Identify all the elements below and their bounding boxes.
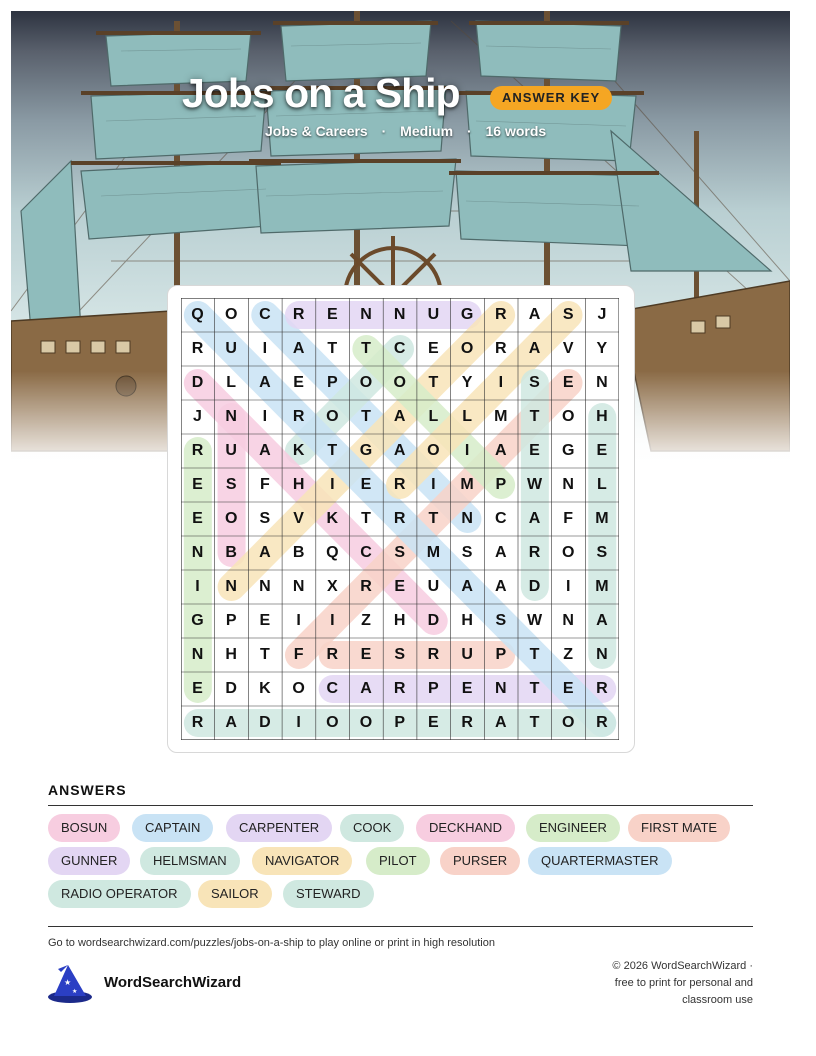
answer-chip: CARPENTER <box>226 814 332 842</box>
answer-chip: DECKHAND <box>416 814 515 842</box>
grid-cell: A <box>393 408 406 425</box>
page-title: Jobs on a Ship <box>182 70 460 116</box>
copyright-line: classroom use <box>682 994 753 1006</box>
grid-cell: T <box>361 510 371 527</box>
grid-cell: N <box>562 612 574 629</box>
grid-cell: I <box>330 612 335 629</box>
grid-cell: P <box>495 476 507 493</box>
answer-chip: FIRST MATE <box>628 814 730 842</box>
grid-cell: E <box>360 646 372 663</box>
answer-chip: RADIO OPERATOR <box>48 880 191 908</box>
copyright <box>583 958 753 1009</box>
grid-cell: A <box>495 578 507 595</box>
grid-cell: R <box>292 306 305 323</box>
grid-cell: S <box>495 612 507 629</box>
grid-cell: N <box>495 680 507 697</box>
grid-cell: C <box>360 544 372 561</box>
grid-cell: M <box>595 510 609 527</box>
grid-cell: G <box>359 442 373 459</box>
grid-cell: S <box>225 476 237 493</box>
grid-cell: R <box>191 714 204 731</box>
grid-cell: N <box>191 544 204 561</box>
grid-cell: I <box>296 612 301 629</box>
grid-cell: P <box>225 612 237 629</box>
grid-cell: E <box>192 680 203 697</box>
grid-cell: D <box>225 680 237 697</box>
grid-cell: R <box>393 510 406 527</box>
answer-key-badge: ANSWER KEY <box>490 86 612 110</box>
meta-separator: · <box>381 123 387 139</box>
grid-cell: K <box>292 442 305 459</box>
grid-cell: C <box>259 306 271 323</box>
grid-cell: D <box>191 374 204 391</box>
grid-cell: N <box>259 578 271 595</box>
grid-cell: F <box>293 646 304 663</box>
grid-cell: A <box>495 442 507 459</box>
grid-cell: O <box>561 714 575 731</box>
svg-text:★: ★ <box>64 978 72 987</box>
grid-cell: M <box>426 544 441 561</box>
grid-cell: R <box>528 544 541 561</box>
grid-cell: A <box>259 442 271 459</box>
grid-cell: E <box>529 442 540 459</box>
answer-chip: PILOT <box>366 847 430 875</box>
grid-cell: C <box>326 680 339 697</box>
grid-cell: D <box>528 578 541 595</box>
answer-chip: COOK <box>340 814 404 842</box>
grid-cell: E <box>293 374 304 391</box>
grid-cell: T <box>428 374 439 391</box>
answer-chip: CAPTAIN <box>132 814 213 842</box>
grid-cell: H <box>393 612 406 629</box>
grid-cell: T <box>327 442 338 459</box>
grid-cell: S <box>394 544 406 561</box>
grid-cell: I <box>262 340 268 357</box>
grid-cell: Q <box>326 544 339 561</box>
grid-cell: G <box>191 612 204 629</box>
grid-cell: N <box>360 306 372 323</box>
grid-cell: T <box>529 646 540 663</box>
grid-cell: Z <box>361 612 371 629</box>
grid-cell: O <box>224 306 238 323</box>
grid-cell: K <box>326 510 339 527</box>
grid-cell: I <box>565 578 571 595</box>
grid-cell: N <box>461 510 473 527</box>
grid-cell: S <box>394 646 406 663</box>
grid-cell: R <box>495 340 507 357</box>
grid-cell: A <box>393 442 406 459</box>
category-label: Jobs & Careers <box>265 123 368 139</box>
grid-cell: E <box>192 476 203 493</box>
grid-cell: E <box>259 612 271 629</box>
grid-cell: N <box>596 374 608 391</box>
grid-cell: R <box>393 680 406 697</box>
grid-cell: O <box>460 340 474 357</box>
copyright-line: free to print for personal and <box>614 977 753 989</box>
answer-chip: HELMSMAN <box>140 847 240 875</box>
grid-cell: Q <box>191 306 204 323</box>
grid-cell: R <box>191 442 204 459</box>
grid-cell: I <box>195 578 200 595</box>
grid-cell: L <box>462 408 472 425</box>
grid-cell: J <box>193 408 202 425</box>
grid-cell: N <box>225 408 237 425</box>
word-search-grid <box>181 298 619 740</box>
grid-cell: E <box>360 476 372 493</box>
grid-cell: N <box>596 646 608 663</box>
divider <box>48 926 753 927</box>
grid-cell: A <box>225 714 237 731</box>
grid-cell: S <box>461 544 473 561</box>
grid-cell: B <box>292 544 305 561</box>
grid-cell: E <box>461 680 473 697</box>
grid-cell: X <box>326 578 338 595</box>
answer-chip: BOSUN <box>48 814 120 842</box>
grid-cell: I <box>431 476 436 493</box>
grid-cell: P <box>495 646 507 663</box>
grid-cell: I <box>296 714 301 731</box>
grid-cell: O <box>561 544 575 561</box>
grid-cell: L <box>597 476 607 493</box>
grid-cell: V <box>293 510 304 527</box>
grid-cell: M <box>494 408 508 425</box>
grid-cell: L <box>428 408 439 425</box>
grid-cell: E <box>326 306 338 323</box>
grid-cell: A <box>259 374 271 391</box>
grid-cell: T <box>361 408 371 425</box>
grid-cell: E <box>394 578 406 595</box>
grid-cell: M <box>595 578 609 595</box>
meta-separator: · <box>466 123 472 139</box>
grid-cell: R <box>596 680 608 697</box>
grid-cell: H <box>292 476 305 493</box>
grid-cell: W <box>526 612 543 629</box>
grid-cell: A <box>528 306 541 323</box>
grid-cell: F <box>563 510 574 527</box>
answer-chip: GUNNER <box>48 847 130 875</box>
grid-cell: O <box>427 442 440 459</box>
wizard-hat-icon <box>46 963 94 1005</box>
grid-cell: T <box>428 510 439 527</box>
grid-cell: O <box>224 510 238 527</box>
grid-cell: U <box>225 442 237 459</box>
grid-cell: N <box>292 578 305 595</box>
grid-cell: K <box>259 680 271 697</box>
grid-cell: O <box>359 374 373 391</box>
answer-chip: NAVIGATOR <box>252 847 352 875</box>
grid-cell: H <box>461 612 473 629</box>
grid-cell: S <box>596 544 608 561</box>
grid-cell: Y <box>461 374 473 391</box>
grid-cell: R <box>495 306 507 323</box>
grid-cell: T <box>361 340 371 357</box>
grid-cell: R <box>191 340 204 357</box>
grid-cell: U <box>427 578 440 595</box>
grid-cell: C <box>495 510 507 527</box>
grid-cell: I <box>464 442 470 459</box>
grid-cell: O <box>326 714 339 731</box>
answer-chip: ENGINEER <box>526 814 620 842</box>
grid-cell: A <box>596 612 608 629</box>
grid-cell: A <box>259 544 271 561</box>
grid-cell: N <box>562 476 574 493</box>
grid-cell: T <box>327 340 338 357</box>
grid-cell: N <box>225 578 237 595</box>
grid-cell: R <box>393 476 406 493</box>
grid-cell: R <box>427 646 440 663</box>
grid-cell: T <box>529 408 540 425</box>
grid-cell: A <box>461 578 473 595</box>
grid-cell: O <box>393 374 406 391</box>
grid-cell: R <box>292 408 305 425</box>
grid-cell: V <box>562 340 574 357</box>
grid-cell: I <box>498 374 504 391</box>
grid-cell: B <box>225 544 237 561</box>
grid-cell: J <box>597 306 607 323</box>
grid-cell: G <box>561 442 575 459</box>
svg-text:★: ★ <box>72 988 78 995</box>
grid-cell: U <box>461 646 473 663</box>
grid-cell: I <box>262 408 268 425</box>
grid-cell: U <box>427 306 440 323</box>
grid-cell: T <box>260 646 270 663</box>
grid-cell: E <box>428 340 439 357</box>
grid-cell: E <box>428 714 439 731</box>
grid-cell: N <box>191 646 204 663</box>
answers-heading: ANSWERS <box>48 782 127 798</box>
grid-cell: S <box>529 374 540 391</box>
grid-cell: O <box>326 408 339 425</box>
difficulty-label: Medium <box>400 123 454 139</box>
grid-cell: T <box>529 714 540 731</box>
grid-cell: A <box>495 714 507 731</box>
puzzle-meta <box>260 123 551 139</box>
grid-cell: H <box>225 646 237 663</box>
grid-cell: F <box>260 476 270 493</box>
grid-cell: E <box>562 374 574 391</box>
grid-cell: P <box>428 680 439 697</box>
grid-cell: N <box>393 306 406 323</box>
grid-cell: A <box>528 340 541 357</box>
grid-cell: D <box>427 612 440 629</box>
grid-cell: I <box>330 476 335 493</box>
grid-cell: A <box>528 510 541 527</box>
grid-cell: P <box>394 714 406 731</box>
grid-cell: A <box>495 544 507 561</box>
divider <box>48 805 753 806</box>
grid-cell: R <box>596 714 608 731</box>
grid-cell: G <box>460 306 474 323</box>
grid-cell: L <box>226 374 237 391</box>
brand-name: WordSearchWizard <box>104 974 242 991</box>
footer-note: Go to wordsearchwizard.com/puzzles/jobs-on-a-ship to play online or print in high resolution <box>48 937 495 949</box>
grid-cell: Y <box>596 340 608 357</box>
grid-cell: E <box>192 510 203 527</box>
grid-cell: O <box>561 408 575 425</box>
answer-chip: SAILOR <box>198 880 272 908</box>
answer-chip: STEWARD <box>283 880 374 908</box>
grid-cell: O <box>292 680 305 697</box>
grid-cell: P <box>326 374 338 391</box>
grid-cell: R <box>461 714 473 731</box>
answer-chip: QUARTERMASTER <box>528 847 672 875</box>
grid-cell: W <box>526 476 543 493</box>
grid-cell: S <box>259 510 271 527</box>
grid-cell: M <box>460 476 474 493</box>
grid-cell: O <box>359 714 373 731</box>
grid-cell: E <box>596 442 608 459</box>
grid-cell: A <box>360 680 372 697</box>
grid-cell: U <box>225 340 237 357</box>
word-count-label: 16 words <box>485 123 547 139</box>
grid-cell: Z <box>563 646 574 663</box>
grid-cell: D <box>259 714 271 731</box>
grid-cell: A <box>292 340 305 357</box>
grid-cell: S <box>562 306 574 323</box>
grid-cell: R <box>360 578 372 595</box>
answer-chip: PURSER <box>440 847 520 875</box>
grid-cell: C <box>393 340 406 357</box>
grid-cell: H <box>596 408 608 425</box>
grid-cell: R <box>326 646 339 663</box>
copyright-line: © 2026 WordSearchWizard · <box>612 960 753 972</box>
grid-cell: E <box>562 680 574 697</box>
grid-cell: T <box>529 680 540 697</box>
